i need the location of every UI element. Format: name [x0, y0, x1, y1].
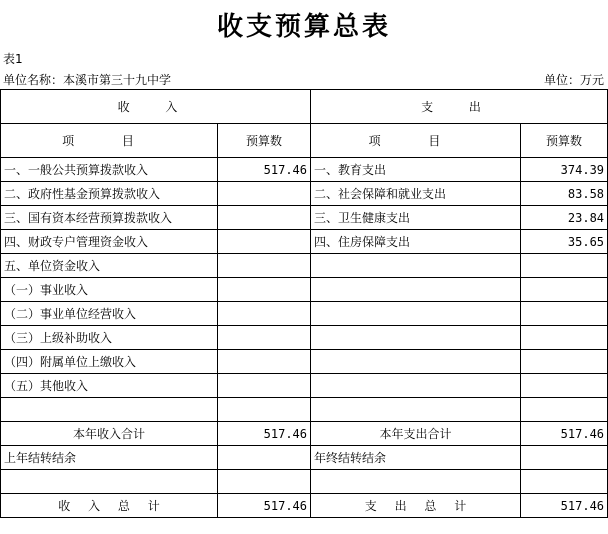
table-row [1, 350, 608, 374]
carry-row [1, 446, 608, 470]
income-value [218, 230, 311, 254]
expense-item [311, 398, 521, 422]
column-header-row [1, 124, 608, 158]
income-item: （四）附属单位上缴收入 [1, 350, 218, 374]
expense-item [311, 254, 521, 278]
grand-income-label: 收 入 总 计 [1, 494, 218, 518]
income-value [218, 350, 311, 374]
income-item: 四、财政专户管理资金收入 [1, 230, 218, 254]
income-item: （三）上级补助收入 [1, 326, 218, 350]
table-number: 表1 [3, 52, 23, 66]
year-expense-total-value: 517.46 [521, 422, 608, 446]
expense-value: 374.39 [521, 158, 608, 182]
expense-item: 四、住房保障支出 [311, 230, 521, 254]
income-item: （五）其他收入 [1, 374, 218, 398]
expense-item [311, 326, 521, 350]
page-title: 收支预算总表 [216, 12, 391, 42]
income-value [218, 254, 311, 278]
expense-item: 二、社会保障和就业支出 [311, 182, 521, 206]
grand-expense-label: 支 出 总 计 [311, 494, 521, 518]
year-income-total-label: 本年收入合计 [1, 422, 218, 446]
table-row [1, 206, 608, 230]
table-row [1, 278, 608, 302]
expense-value: 83.58 [521, 182, 608, 206]
expense-value [521, 278, 608, 302]
income-value [218, 182, 311, 206]
unit-name: 单位名称：本溪市第三十九中学 [3, 73, 172, 87]
carry-out-label: 年终结转结余 [311, 446, 521, 470]
income-item: （一）事业收入 [1, 278, 218, 302]
income-value [218, 398, 311, 422]
grand-expense-value: 517.46 [521, 494, 608, 518]
expense-item [311, 302, 521, 326]
grand-total-row [1, 494, 608, 518]
income-value [218, 302, 311, 326]
expense-value [521, 326, 608, 350]
table-row [1, 326, 608, 350]
income-item: 二、政府性基金预算拨款收入 [1, 182, 218, 206]
expense-value: 23.84 [521, 206, 608, 230]
budget-table [0, 89, 608, 518]
carry-in-label: 上年结转结余 [1, 446, 218, 470]
expense-header: 支 出 [311, 90, 608, 124]
expense-item [311, 374, 521, 398]
income-item [1, 398, 218, 422]
income-budget-header: 预算数 [218, 124, 311, 158]
income-value [218, 326, 311, 350]
blank-row [1, 470, 608, 494]
carry-in-value [218, 446, 311, 470]
expense-item [311, 350, 521, 374]
table-row [1, 182, 608, 206]
table-row [1, 398, 608, 422]
expense-value [521, 350, 608, 374]
income-item: （二）事业单位经营收入 [1, 302, 218, 326]
unit-label: 单位：万元 [543, 73, 604, 87]
expense-item [311, 278, 521, 302]
carry-out-value [521, 446, 608, 470]
income-value: 517.46 [218, 158, 311, 182]
expense-budget-header: 预算数 [521, 124, 608, 158]
section-header-row [1, 90, 608, 124]
income-value [218, 206, 311, 230]
grand-income-value: 517.46 [218, 494, 311, 518]
year-expense-total-label: 本年支出合计 [311, 422, 521, 446]
expense-value [521, 302, 608, 326]
expense-value [521, 254, 608, 278]
table-row [1, 230, 608, 254]
income-item: 五、单位资金收入 [1, 254, 218, 278]
income-value [218, 278, 311, 302]
income-item: 三、国有资本经营预算拨款收入 [1, 206, 218, 230]
expense-item-header: 项 目 [311, 124, 521, 158]
table-row [1, 374, 608, 398]
income-item: 一、一般公共预算拨款收入 [1, 158, 218, 182]
income-item-header: 项 目 [1, 124, 218, 158]
table-row [1, 254, 608, 278]
table-row [1, 302, 608, 326]
table-row [1, 158, 608, 182]
expense-item: 一、教育支出 [311, 158, 521, 182]
income-header: 收 入 [1, 90, 311, 124]
expense-value [521, 398, 608, 422]
expense-value [521, 374, 608, 398]
year-total-row [1, 422, 608, 446]
income-value [218, 374, 311, 398]
expense-value: 35.65 [521, 230, 608, 254]
year-income-total-value: 517.46 [218, 422, 311, 446]
expense-item: 三、卫生健康支出 [311, 206, 521, 230]
